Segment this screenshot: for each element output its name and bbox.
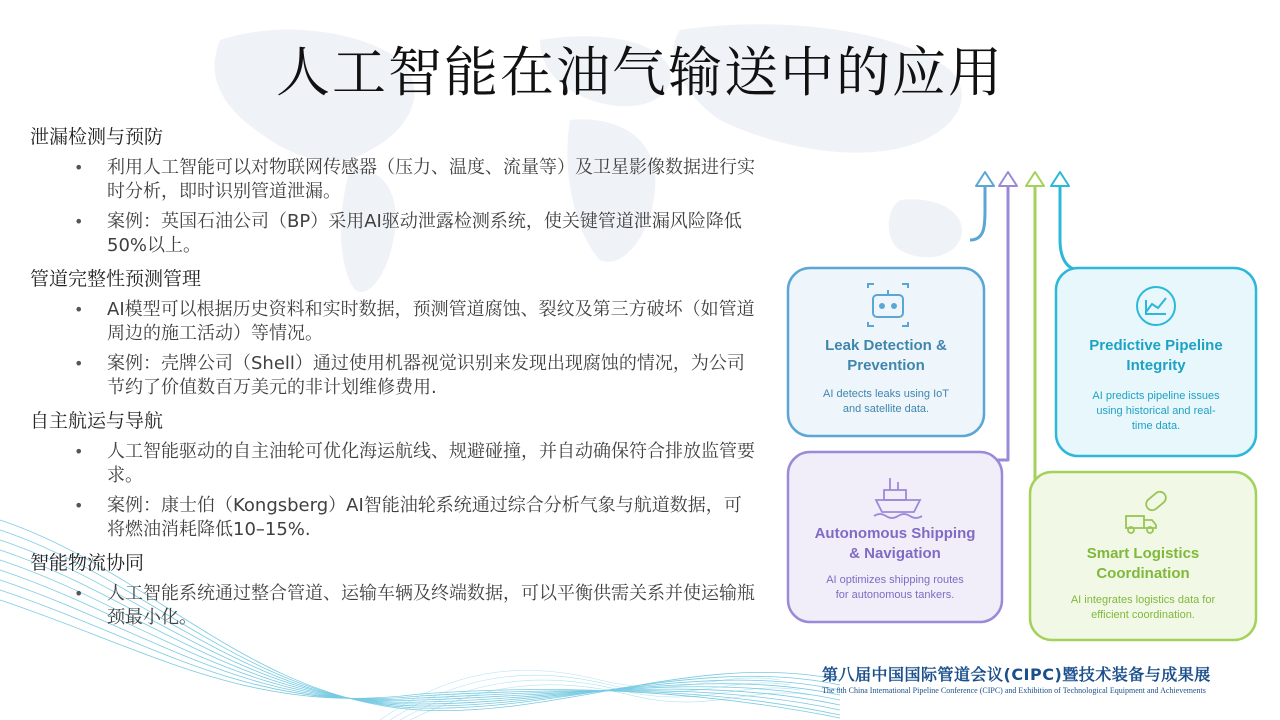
card-title-line1: Autonomous Shipping [814,525,976,542]
bullet-item [30,156,757,204]
conference-footer [822,662,1211,695]
section-title: 自主航运与导航 [30,410,164,432]
bullet-dot-icon: • [74,496,84,515]
bullet-dot-icon: • [74,212,84,231]
bullet-text: 案例：康士伯（Kongsberg）AI智能油轮系统通过综合分析气象与航道数据，可将燃油消耗降低10–15%. [107,495,742,540]
bullet-text: AI模型可以根据历史资料和实时数据，预测管道腐蚀、裂纹及第三方破坏（如管道周边的施工活动）等情况。 [107,299,755,344]
card-desc-line1: AI detects leaks using IoT [823,388,949,400]
card-title-line1: Smart Logistics [1086,545,1200,562]
ai-applications-diagram [780,160,1270,650]
bullet-item [30,210,757,258]
bullet-item [30,582,757,630]
card-desc-line2: and satellite data. [842,403,930,415]
section [30,122,780,258]
bullet-list [30,440,780,542]
section [30,548,780,630]
card-desc-line1: AI predicts pipeline issues [1092,390,1220,402]
section-title: 泄漏检测与预防 [30,126,164,148]
bullet-item [30,440,757,488]
footer-en-title: The 8th China International Pipeline Conference (CIPC) and Exhibition of Technological Equipment and Achievements [822,686,1206,695]
bullet-item [30,352,757,400]
card-title-line1: Predictive Pipeline [1089,337,1223,354]
bullet-dot-icon: • [74,442,84,461]
arrow-shipping [995,180,1008,460]
card-leak-detection [788,268,984,436]
card-smart-logistics [1030,472,1256,640]
arrow-integrity [1060,180,1080,270]
bullet-text: 案例：壳牌公司（Shell）通过使用机器视觉识别来发现出现腐蚀的情况，为公司节约了价值数百万美元的非计划维修费用. [107,353,745,398]
card-autonomous-shipping [788,452,1002,622]
card-title-line2: & Navigation [849,545,941,562]
bullet-dot-icon: • [74,300,84,319]
bullet-item [30,494,757,542]
card-predictive-integrity [1056,268,1256,456]
arrow-leak [970,180,985,240]
bullet-dot-icon: • [74,158,84,177]
bullet-dot-icon: • [74,584,84,603]
bullet-text: 人工智能驱动的自主油轮可优化海运航线、规避碰撞，并自动确保符合排放监管要求。 [107,441,755,486]
card-desc-line2: for autonomous tankers. [835,589,955,601]
card-title-line1: Leak Detection & [825,337,947,354]
section [30,264,780,400]
bullet-text: 利用人工智能可以对物联网传感器（压力、温度、流量等）及卫星影像数据进行实时分析，即时识别管道泄漏。 [107,157,755,202]
card-title-line2: Integrity [1126,357,1186,374]
footer-cn-title: 第八届中国国际管道会议(CIPC)暨技术装备与成果展 [822,665,1211,684]
card-desc-line1: AI integrates logistics data for [1070,594,1216,606]
card-desc-line2: using historical and real- [1096,405,1216,417]
slide-title: 人工智能在油气输送中的应用 [276,41,1004,104]
bullet-item [30,298,757,346]
card-desc-line2: efficient coordination. [1091,609,1195,621]
bullet-dot-icon: • [74,354,84,373]
section [30,406,780,542]
section-title: 智能物流协同 [30,552,145,574]
bullet-list [30,582,780,630]
bullet-text: 案例：英国石油公司（BP）采用AI驱动泄露检测系统，使关键管道泄漏风险降低50%以上。 [107,211,742,256]
card-title-line2: Coordination [1096,565,1190,582]
bullet-list [30,156,780,258]
section-title: 管道完整性预测管理 [30,268,202,290]
card-title-line2: Prevention [847,357,925,374]
card-desc-line3: time data. [1131,420,1181,432]
bullet-list [30,298,780,400]
bullet-text: 人工智能系统通过整合管道、运输车辆及终端数据，可以平衡供需关系并使运输瓶颈最小化。 [107,583,755,628]
card-desc-line1: AI optimizes shipping routes [826,574,964,586]
content-list [30,122,780,636]
